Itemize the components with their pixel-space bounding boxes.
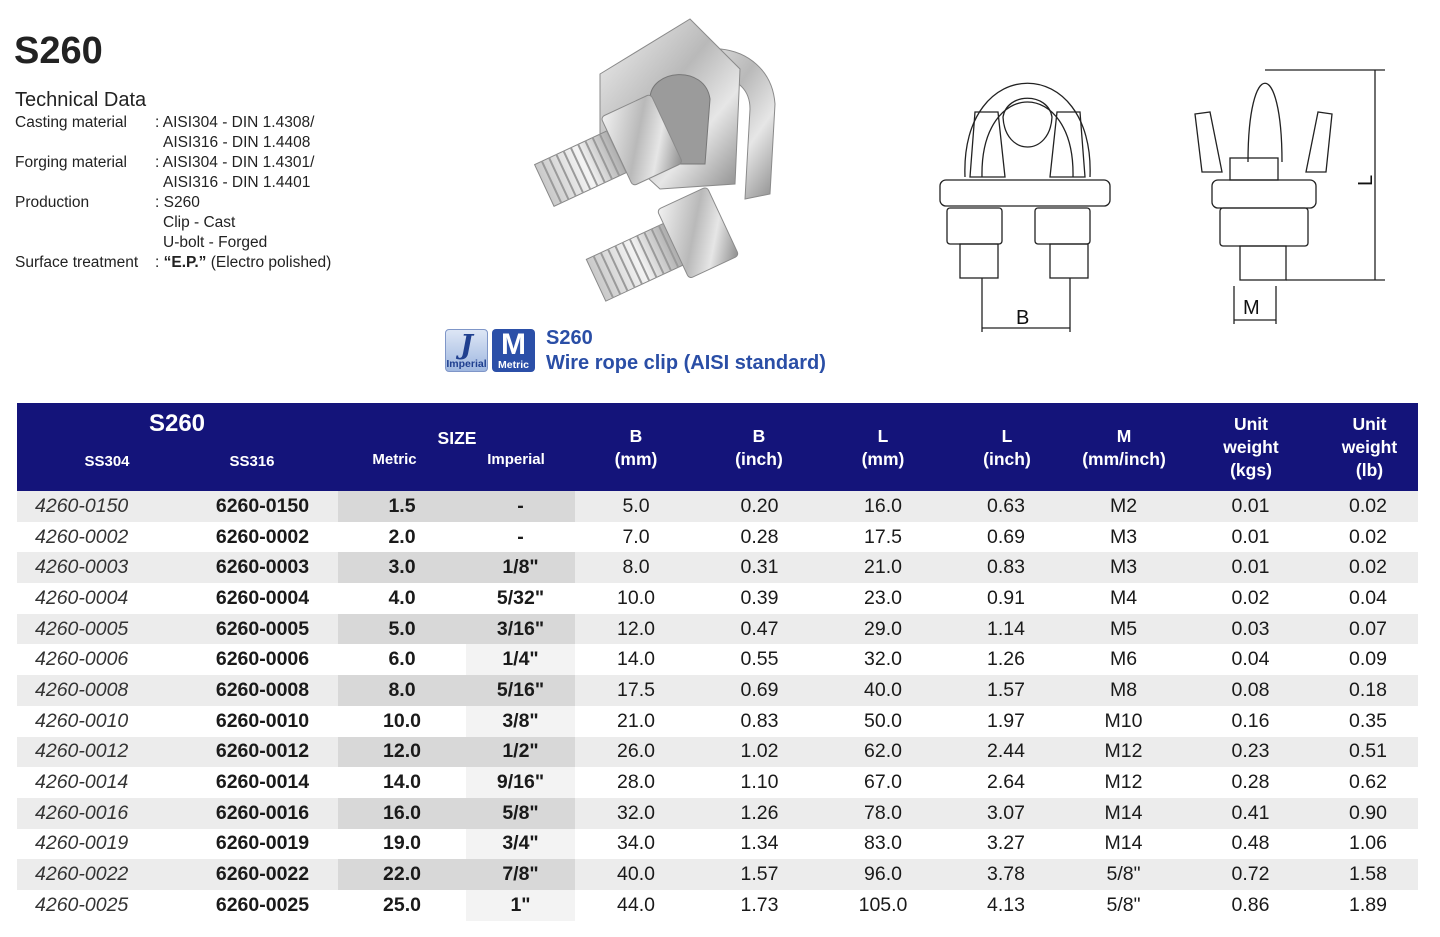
cell-ss304: 4260-0150 bbox=[35, 494, 129, 517]
table-row bbox=[17, 737, 1418, 768]
header-group-title: S260 bbox=[148, 410, 206, 437]
unit-badges bbox=[445, 329, 535, 372]
product-photo bbox=[500, 14, 800, 324]
cell-metric: 2.0 bbox=[338, 522, 466, 553]
cell-l-mm: 83.0 bbox=[864, 832, 902, 855]
cell-ss304: 4260-0022 bbox=[35, 863, 129, 886]
imperial-glyph: J bbox=[460, 330, 473, 361]
cell-b-inch: 0.31 bbox=[740, 556, 779, 579]
cell-imperial: 1" bbox=[466, 890, 575, 921]
cell-metric: 22.0 bbox=[338, 859, 466, 890]
cell-weight-kgs: 0.28 bbox=[1231, 771, 1270, 794]
cell-b-mm: 12.0 bbox=[617, 617, 655, 640]
cell-l-inch: 3.78 bbox=[987, 863, 1025, 886]
cell-ss316: 6260-0002 bbox=[215, 525, 310, 548]
cell-l-mm: 62.0 bbox=[864, 740, 902, 763]
table-row bbox=[17, 614, 1418, 645]
cell-b-mm: 32.0 bbox=[617, 801, 655, 824]
header-m bbox=[1069, 425, 1179, 471]
cell-weight-lb: 1.58 bbox=[1349, 863, 1387, 886]
cell-weight-kgs: 0.04 bbox=[1231, 648, 1270, 671]
cell-weight-kgs: 0.16 bbox=[1231, 709, 1270, 732]
cell-l-mm: 67.0 bbox=[864, 771, 902, 794]
cell-l-inch: 0.63 bbox=[987, 494, 1025, 517]
cell-ss316: 6260-0006 bbox=[215, 648, 310, 671]
cell-b-mm: 26.0 bbox=[617, 740, 655, 763]
cell-metric: 14.0 bbox=[338, 767, 466, 798]
cell-l-mm: 96.0 bbox=[864, 863, 902, 886]
cell-ss304: 4260-0008 bbox=[35, 678, 129, 701]
tech-value: : AISI304 - DIN 1.4301/ bbox=[155, 154, 315, 171]
cell-weight-kgs: 0.72 bbox=[1231, 863, 1270, 886]
cell-b-mm: 8.0 bbox=[622, 556, 650, 579]
header-l-inch-line1: L bbox=[1001, 426, 1013, 446]
cell-b-inch: 0.83 bbox=[740, 709, 779, 732]
cell-m: M10 bbox=[1104, 709, 1143, 732]
header-b-inch bbox=[709, 425, 809, 471]
header-b-inch-line1: B bbox=[752, 426, 766, 446]
cell-b-mm: 5.0 bbox=[622, 494, 650, 517]
header-weight-lb bbox=[1322, 413, 1417, 482]
cell-l-mm: 17.5 bbox=[864, 525, 902, 548]
header-m-line2: (mm/inch) bbox=[1082, 449, 1166, 469]
cell-weight-lb: 0.02 bbox=[1349, 525, 1387, 548]
cell-weight-kgs: 0.03 bbox=[1231, 617, 1270, 640]
cell-ss304: 4260-0005 bbox=[35, 617, 129, 640]
cell-m: 5/8" bbox=[1106, 863, 1141, 886]
cell-b-mm: 14.0 bbox=[617, 648, 655, 671]
dimension-drawing bbox=[930, 62, 1400, 337]
cell-weight-kgs: 0.48 bbox=[1231, 832, 1270, 855]
tech-value: Clip - Cast bbox=[163, 214, 236, 231]
header-m-line1: M bbox=[1116, 426, 1132, 446]
header-l-mm-line1: L bbox=[877, 426, 889, 446]
cell-ss304: 4260-0012 bbox=[35, 740, 129, 763]
tech-value: AISI316 - DIN 1.4408 bbox=[163, 134, 311, 151]
cell-l-inch: 0.83 bbox=[987, 556, 1025, 579]
header-lb-line2: weight bbox=[1341, 437, 1398, 457]
table-row bbox=[17, 829, 1418, 860]
cell-ss304: 4260-0010 bbox=[35, 709, 129, 732]
tech-row-surface bbox=[15, 253, 331, 273]
cell-b-inch: 1.10 bbox=[740, 771, 779, 794]
tech-row bbox=[15, 133, 331, 153]
cell-metric: 12.0 bbox=[338, 737, 466, 768]
cell-imperial: 5/16" bbox=[466, 675, 575, 706]
table-row bbox=[17, 675, 1418, 706]
cell-l-mm: 23.0 bbox=[864, 586, 902, 609]
cell-b-inch: 0.20 bbox=[740, 494, 779, 517]
cell-weight-lb: 0.18 bbox=[1349, 678, 1387, 701]
tech-value: : S260 bbox=[155, 194, 200, 211]
cell-b-mm: 28.0 bbox=[617, 771, 655, 794]
cell-b-mm: 44.0 bbox=[617, 893, 655, 916]
cell-m: M8 bbox=[1109, 678, 1138, 701]
header-ss304: SS304 bbox=[84, 453, 130, 470]
cell-m: M14 bbox=[1104, 801, 1143, 824]
cell-ss316: 6260-0025 bbox=[215, 893, 310, 916]
cell-weight-kgs: 0.02 bbox=[1231, 586, 1270, 609]
cell-ss304: 4260-0006 bbox=[35, 648, 129, 671]
cell-metric: 19.0 bbox=[338, 829, 466, 860]
header-kgs-line1: Unit bbox=[1233, 414, 1269, 434]
tech-label bbox=[15, 173, 155, 193]
caption-model: S260 bbox=[546, 327, 593, 349]
cell-b-mm: 7.0 bbox=[622, 525, 650, 548]
surface-prefix: : bbox=[155, 254, 164, 271]
spec-table bbox=[17, 403, 1418, 921]
cell-b-inch: 1.73 bbox=[740, 893, 779, 916]
cell-l-inch: 2.64 bbox=[987, 771, 1025, 794]
cell-imperial: 1/2" bbox=[466, 737, 575, 768]
cell-m: M3 bbox=[1109, 556, 1138, 579]
tech-row bbox=[15, 193, 331, 213]
cell-ss304: 4260-0019 bbox=[35, 832, 129, 855]
cell-metric: 4.0 bbox=[338, 583, 466, 614]
cell-l-mm: 21.0 bbox=[864, 556, 902, 579]
cell-weight-lb: 1.89 bbox=[1349, 893, 1387, 916]
cell-l-inch: 0.91 bbox=[987, 586, 1025, 609]
cell-metric: 6.0 bbox=[338, 644, 466, 675]
cell-ss316: 6260-0150 bbox=[215, 494, 310, 517]
cell-weight-lb: 1.06 bbox=[1349, 832, 1387, 855]
cell-b-mm: 21.0 bbox=[617, 709, 655, 732]
metric-glyph: M bbox=[501, 329, 526, 361]
cell-b-inch: 0.55 bbox=[740, 648, 779, 671]
technical-data-heading: Technical Data bbox=[15, 89, 147, 111]
cell-metric: 25.0 bbox=[338, 890, 466, 921]
header-b-mm-line1: B bbox=[629, 426, 643, 446]
cell-weight-kgs: 0.86 bbox=[1231, 893, 1270, 916]
cell-weight-lb: 0.09 bbox=[1349, 648, 1387, 671]
cell-weight-lb: 0.35 bbox=[1349, 709, 1387, 732]
cell-l-inch: 1.97 bbox=[987, 709, 1025, 732]
tech-value: U-bolt - Forged bbox=[163, 234, 268, 251]
table-row bbox=[17, 706, 1418, 737]
table-row bbox=[17, 767, 1418, 798]
cell-ss316: 6260-0005 bbox=[215, 617, 310, 640]
table-row bbox=[17, 522, 1418, 553]
cell-imperial: 1/4" bbox=[466, 644, 575, 675]
cell-l-mm: 40.0 bbox=[864, 678, 902, 701]
tech-value bbox=[155, 253, 331, 273]
header-l-mm bbox=[833, 425, 933, 471]
cell-m: M3 bbox=[1109, 525, 1138, 548]
cell-ss304: 4260-0014 bbox=[35, 771, 129, 794]
cell-ss304: 4260-0025 bbox=[35, 893, 129, 916]
cell-l-inch: 2.44 bbox=[987, 740, 1025, 763]
cell-l-mm: 29.0 bbox=[864, 617, 902, 640]
cell-m: 5/8" bbox=[1106, 893, 1141, 916]
header-metric: Metric bbox=[372, 451, 417, 468]
cell-imperial: 5/8" bbox=[466, 798, 575, 829]
cell-ss304: 4260-0016 bbox=[35, 801, 129, 824]
cell-m: M12 bbox=[1104, 740, 1143, 763]
cell-weight-kgs: 0.23 bbox=[1231, 740, 1270, 763]
cell-l-mm: 78.0 bbox=[864, 801, 902, 824]
metric-badge-icon bbox=[492, 329, 535, 372]
cell-weight-kgs: 0.01 bbox=[1231, 525, 1270, 548]
cell-metric: 8.0 bbox=[338, 675, 466, 706]
cell-b-inch: 1.34 bbox=[740, 832, 779, 855]
cell-b-mm: 40.0 bbox=[617, 863, 655, 886]
header-weight-kgs bbox=[1201, 413, 1301, 482]
product-title: S260 bbox=[14, 30, 103, 72]
tech-label bbox=[15, 133, 155, 153]
tech-label: Production bbox=[15, 194, 90, 211]
cell-weight-lb: 0.04 bbox=[1349, 586, 1387, 609]
header-b-mm-line2: (mm) bbox=[614, 449, 658, 469]
table-row bbox=[17, 798, 1418, 829]
tech-row bbox=[15, 213, 331, 233]
tech-label bbox=[15, 213, 155, 233]
cell-ss316: 6260-0016 bbox=[215, 801, 310, 824]
technical-data-list bbox=[15, 113, 331, 273]
cell-l-inch: 4.13 bbox=[987, 893, 1025, 916]
cell-imperial: 7/8" bbox=[466, 859, 575, 890]
cell-weight-lb: 0.02 bbox=[1349, 494, 1387, 517]
dim-b-label: B bbox=[1016, 307, 1030, 329]
imperial-badge-icon bbox=[445, 329, 488, 372]
header-kgs-line2: weight bbox=[1223, 437, 1279, 457]
cell-imperial: 1/8" bbox=[466, 552, 575, 583]
product-caption bbox=[546, 326, 826, 376]
cell-m: M6 bbox=[1109, 648, 1138, 671]
cell-weight-lb: 0.51 bbox=[1349, 740, 1387, 763]
cell-metric: 3.0 bbox=[338, 552, 466, 583]
cell-b-inch: 0.28 bbox=[740, 525, 779, 548]
cell-ss316: 6260-0022 bbox=[215, 863, 310, 886]
header-b-inch-line2: (inch) bbox=[735, 449, 783, 469]
cell-weight-lb: 0.90 bbox=[1349, 801, 1387, 824]
cell-weight-lb: 0.02 bbox=[1349, 556, 1387, 579]
tech-row bbox=[15, 233, 331, 253]
header-size: SIZE bbox=[437, 428, 477, 448]
cell-ss316: 6260-0014 bbox=[215, 771, 310, 794]
cell-b-mm: 17.5 bbox=[617, 678, 655, 701]
cell-metric: 16.0 bbox=[338, 798, 466, 829]
table-header bbox=[17, 403, 1418, 491]
cell-l-mm: 16.0 bbox=[864, 494, 902, 517]
tech-label: Casting material bbox=[15, 114, 127, 131]
cell-imperial: - bbox=[466, 491, 575, 522]
cell-ss316: 6260-0003 bbox=[215, 556, 310, 579]
cell-l-inch: 3.27 bbox=[987, 832, 1025, 855]
dim-m-label: M bbox=[1243, 297, 1260, 319]
cell-ss304: 4260-0003 bbox=[35, 556, 129, 579]
cell-b-inch: 0.47 bbox=[740, 617, 779, 640]
header-l-mm-line2: (mm) bbox=[861, 449, 905, 469]
cell-m: M2 bbox=[1109, 494, 1138, 517]
cell-b-inch: 1.57 bbox=[740, 863, 779, 886]
cell-imperial: 9/16" bbox=[466, 767, 575, 798]
tech-label: Forging material bbox=[15, 154, 127, 171]
dim-l-label: L bbox=[1355, 174, 1377, 186]
cell-b-inch: 0.69 bbox=[740, 678, 779, 701]
cell-l-inch: 0.69 bbox=[987, 525, 1025, 548]
cell-imperial: - bbox=[466, 522, 575, 553]
tech-row bbox=[15, 153, 331, 173]
cell-imperial: 3/8" bbox=[466, 706, 575, 737]
cell-ss316: 6260-0010 bbox=[215, 709, 310, 732]
cell-l-inch: 3.07 bbox=[987, 801, 1025, 824]
cell-l-inch: 1.14 bbox=[987, 617, 1025, 640]
cell-imperial: 3/16" bbox=[466, 614, 575, 645]
cell-l-mm: 32.0 bbox=[864, 648, 902, 671]
cell-weight-lb: 0.07 bbox=[1349, 617, 1387, 640]
cell-m: M12 bbox=[1104, 771, 1143, 794]
cell-weight-kgs: 0.08 bbox=[1231, 678, 1270, 701]
header-l-inch-line2: (inch) bbox=[983, 449, 1031, 469]
table-row bbox=[17, 583, 1418, 614]
caption-description: Wire rope clip (AISI standard) bbox=[546, 352, 826, 374]
cell-b-inch: 1.02 bbox=[740, 740, 779, 763]
tech-row bbox=[15, 173, 331, 193]
cell-imperial: 5/32" bbox=[466, 583, 575, 614]
table-row bbox=[17, 644, 1418, 675]
table-row bbox=[17, 859, 1418, 890]
tech-label bbox=[15, 233, 155, 253]
cell-l-mm: 50.0 bbox=[864, 709, 902, 732]
header-lb-line1: Unit bbox=[1352, 414, 1387, 434]
cell-l-mm: 105.0 bbox=[858, 893, 908, 916]
cell-weight-kgs: 0.41 bbox=[1231, 801, 1270, 824]
tech-row bbox=[15, 113, 331, 133]
cell-ss304: 4260-0002 bbox=[35, 525, 129, 548]
cell-metric: 1.5 bbox=[338, 491, 466, 522]
cell-b-mm: 34.0 bbox=[617, 832, 655, 855]
surface-code: “E.P.” bbox=[163, 254, 207, 271]
cell-l-inch: 1.26 bbox=[987, 648, 1025, 671]
header-l-inch bbox=[957, 425, 1057, 471]
header-b-mm bbox=[586, 425, 686, 471]
cell-weight-kgs: 0.01 bbox=[1231, 556, 1270, 579]
header-imperial: Imperial bbox=[487, 451, 545, 468]
header-ss316: SS316 bbox=[229, 453, 275, 470]
header-lb-line3: (lb) bbox=[1355, 460, 1384, 480]
cell-m: M5 bbox=[1109, 617, 1138, 640]
cell-weight-lb: 0.62 bbox=[1349, 771, 1387, 794]
cell-ss316: 6260-0004 bbox=[215, 586, 310, 609]
tech-value: AISI316 - DIN 1.4401 bbox=[163, 174, 311, 191]
surface-desc: (Electro polished) bbox=[206, 254, 332, 271]
cell-ss316: 6260-0019 bbox=[215, 832, 310, 855]
cell-b-inch: 0.39 bbox=[740, 586, 779, 609]
cell-m: M14 bbox=[1104, 832, 1143, 855]
tech-label: Surface treatment bbox=[15, 254, 139, 271]
table-row bbox=[17, 890, 1418, 921]
imperial-caption: Imperial bbox=[446, 358, 487, 370]
tech-value: : AISI304 - DIN 1.4308/ bbox=[155, 114, 315, 131]
cell-ss304: 4260-0004 bbox=[35, 586, 129, 609]
table-row bbox=[17, 491, 1418, 522]
metric-caption: Metric bbox=[498, 359, 529, 371]
table-body bbox=[17, 491, 1418, 921]
cell-l-inch: 1.57 bbox=[987, 678, 1025, 701]
header-kgs-line3: (kgs) bbox=[1230, 460, 1272, 480]
cell-weight-kgs: 0.01 bbox=[1231, 494, 1270, 517]
cell-metric: 10.0 bbox=[338, 706, 466, 737]
cell-ss316: 6260-0012 bbox=[215, 740, 310, 763]
cell-b-mm: 10.0 bbox=[617, 586, 655, 609]
table-row bbox=[17, 552, 1418, 583]
cell-metric: 5.0 bbox=[338, 614, 466, 645]
cell-b-inch: 1.26 bbox=[740, 801, 779, 824]
cell-m: M4 bbox=[1109, 586, 1138, 609]
cell-ss316: 6260-0008 bbox=[215, 678, 310, 701]
cell-imperial: 3/4" bbox=[466, 829, 575, 860]
